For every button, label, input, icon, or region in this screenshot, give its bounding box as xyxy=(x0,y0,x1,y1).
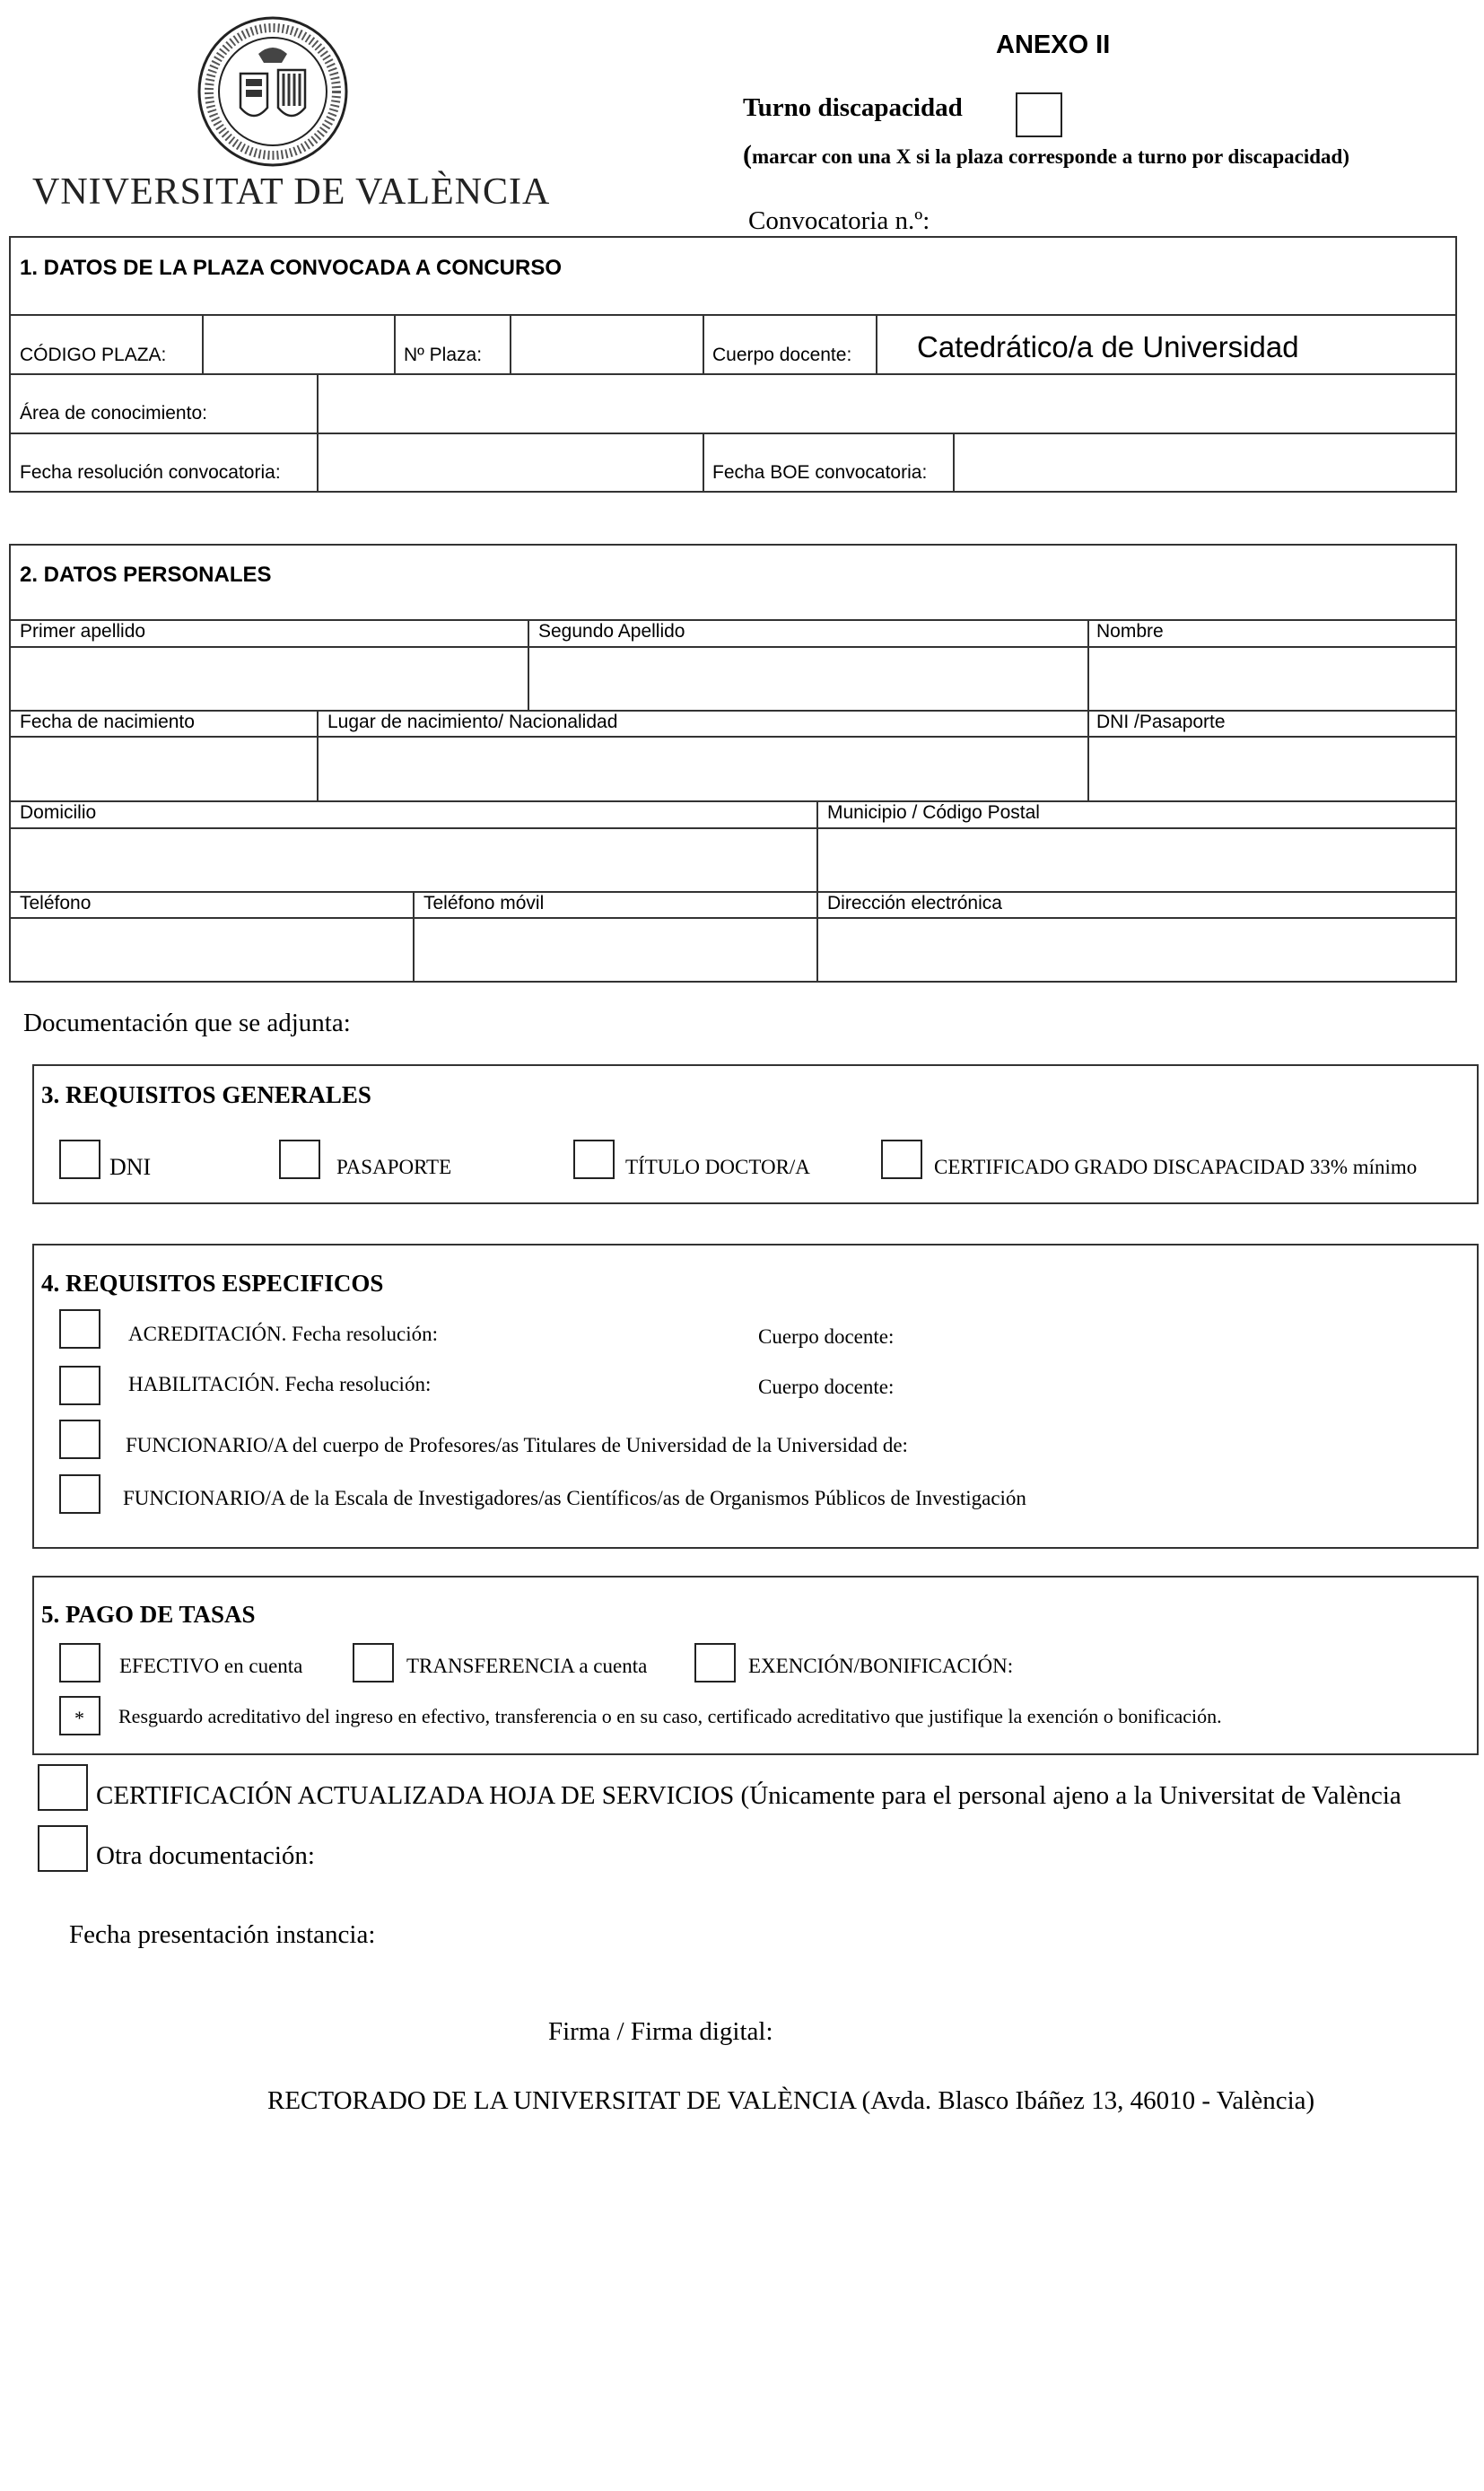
university-wordmark: VNIVERSITAT DE VALÈNCIA xyxy=(32,171,551,213)
telefono-field[interactable] xyxy=(11,919,411,981)
exencion-checkbox[interactable] xyxy=(694,1643,736,1683)
annex-title: ANEXO II xyxy=(996,31,1111,59)
resguardo-label: Resguardo acreditativo del ingreso en efectivo, transferencia o en su caso, certificado acreditativo que justifique la exención o bonificación. xyxy=(118,1705,1222,1727)
domicilio-field[interactable] xyxy=(11,829,815,889)
funcionario-titulares-label: FUNCIONARIO/A del cuerpo de Profesores/as Titulares de Universidad de la Universidad de: xyxy=(126,1434,908,1456)
rectorado-address: RECTORADO DE LA UNIVERSITAT DE VALÈNCIA (Avda. Blasco Ibáñez 13, 46010 - València) xyxy=(267,2086,1315,2115)
turno-discapacidad-note xyxy=(743,140,1349,170)
certificacion-checkbox[interactable] xyxy=(38,1764,88,1811)
habilitacion-checkbox[interactable] xyxy=(59,1366,100,1405)
fecha-boe-label: Fecha BOE convocatoria: xyxy=(712,462,928,483)
documentacion-label: Documentación que se adjunta: xyxy=(23,1009,351,1037)
fecha-nacimiento-label: Fecha de nacimiento xyxy=(20,712,195,732)
segundo-apellido-label: Segundo Apellido xyxy=(538,621,685,642)
resguardo-checkbox xyxy=(59,1696,100,1735)
municipio-label: Municipio / Código Postal xyxy=(827,802,1040,823)
telefono-movil-label: Teléfono móvil xyxy=(423,893,545,913)
nombre-label: Nombre xyxy=(1096,621,1164,642)
divider xyxy=(394,314,396,373)
dni-checkbox[interactable] xyxy=(59,1140,100,1179)
dni-pasaporte-label: DNI /Pasaporte xyxy=(1096,712,1226,732)
fecha-presentacion-label: Fecha presentación instancia: xyxy=(69,1920,376,1949)
n-plaza-label: Nº Plaza: xyxy=(404,345,483,365)
transferencia-checkbox[interactable] xyxy=(353,1643,394,1683)
segundo-apellido-field[interactable] xyxy=(529,648,1086,708)
titulo-doctor-label: TÍTULO DOCTOR/A xyxy=(625,1156,810,1178)
turno-discapacidad-label: Turno discapacidad xyxy=(743,93,963,122)
divider xyxy=(9,891,1457,893)
email-field[interactable] xyxy=(818,919,1455,981)
otra-documentacion-label: Otra documentación: xyxy=(96,1841,315,1870)
nombre-field[interactable] xyxy=(1089,648,1455,708)
divider xyxy=(9,800,1457,802)
paren: ( xyxy=(743,140,752,170)
section1-title: 1. DATOS DE LA PLAZA CONVOCADA A CONCURSO xyxy=(20,256,563,280)
fecha-resolucion-field[interactable] xyxy=(319,434,701,491)
acreditacion-cuerpo-label: Cuerpo docente: xyxy=(758,1325,895,1348)
cuerpo-docente-label: Cuerpo docente: xyxy=(712,345,852,365)
divider xyxy=(703,433,704,493)
exencion-label: EXENCIÓN/BONIFICACIÓN: xyxy=(748,1655,1014,1677)
n-plaza-field[interactable] xyxy=(511,316,701,371)
otra-documentacion-checkbox[interactable] xyxy=(38,1825,88,1872)
firma-label: Firma / Firma digital: xyxy=(548,2017,773,2046)
turno-discapacidad-checkbox[interactable] xyxy=(1016,92,1062,137)
efectivo-checkbox[interactable] xyxy=(59,1643,100,1683)
dni-pasaporte-field[interactable] xyxy=(1089,738,1455,799)
section3-title: 3. REQUISITOS GENERALES xyxy=(41,1081,371,1108)
transferencia-label: TRANSFERENCIA a cuenta xyxy=(406,1655,648,1677)
telefono-movil-field[interactable] xyxy=(415,919,815,981)
lugar-nacimiento-label: Lugar de nacimiento/ Nacionalidad xyxy=(327,712,618,732)
fecha-resolucion-label: Fecha resolución convocatoria: xyxy=(20,462,281,483)
section4-title: 4. REQUISITOS ESPECIFICOS xyxy=(41,1270,384,1297)
certificacion-label: CERTIFICACIÓN ACTUALIZADA HOJA DE SERVICIOS (Únicamente para el personal ajeno a la Universitat de València xyxy=(96,1781,1401,1810)
primer-apellido-field[interactable] xyxy=(11,648,526,708)
pasaporte-label: PASAPORTE xyxy=(336,1156,452,1178)
funcionario-escala-label: FUNCIONARIO/A de la Escala de Investigadores/as Científicos/as de Organismos Públicos de Investigación xyxy=(123,1487,1026,1509)
divider xyxy=(876,314,877,373)
telefono-label: Teléfono xyxy=(20,893,92,913)
acreditacion-label: ACREDITACIÓN. Fecha resolución: xyxy=(128,1323,439,1345)
section2-title: 2. DATOS PERSONALES xyxy=(20,563,272,587)
pasaporte-checkbox[interactable] xyxy=(279,1140,320,1179)
domicilio-label: Domicilio xyxy=(20,802,97,823)
funcionario-titulares-checkbox[interactable] xyxy=(59,1420,100,1459)
convocatoria-label: Convocatoria n.º: xyxy=(748,206,930,235)
municipio-field[interactable] xyxy=(818,829,1455,889)
efectivo-label: EFECTIVO en cuenta xyxy=(119,1655,303,1677)
area-conocimiento-label: Área de conocimiento: xyxy=(20,403,207,424)
habilitacion-label: HABILITACIÓN. Fecha resolución: xyxy=(128,1373,432,1395)
codigo-plaza-label: CÓDIGO PLAZA: xyxy=(20,345,167,365)
fecha-nacimiento-field[interactable] xyxy=(11,738,315,799)
acreditacion-checkbox[interactable] xyxy=(59,1309,100,1349)
primer-apellido-label: Primer apellido xyxy=(20,621,146,642)
certificado-discapacidad-label: CERTIFICADO GRADO DISCAPACIDAD 33% mínimo xyxy=(934,1156,1418,1178)
asterisk-mark: * xyxy=(74,1707,84,1729)
titulo-doctor-checkbox[interactable] xyxy=(573,1140,615,1179)
funcionario-escala-checkbox[interactable] xyxy=(59,1474,100,1514)
divider xyxy=(9,619,1457,621)
dni-label: DNI xyxy=(109,1154,152,1180)
email-label: Dirección electrónica xyxy=(827,893,1002,913)
divider xyxy=(703,314,704,373)
section5-title: 5. PAGO DE TASAS xyxy=(41,1601,256,1628)
university-seal-icon xyxy=(196,14,350,169)
certificado-discapacidad-checkbox[interactable] xyxy=(881,1140,922,1179)
area-conocimiento-field[interactable] xyxy=(319,375,1455,431)
note-text: marcar con una X si la plaza corresponde a turno por discapacidad) xyxy=(752,145,1349,168)
habilitacion-cuerpo-label: Cuerpo docente: xyxy=(758,1376,895,1398)
cuerpo-docente-value[interactable]: Catedrático/a de Universidad xyxy=(917,330,1299,363)
codigo-plaza-field[interactable] xyxy=(204,316,392,371)
fecha-boe-field[interactable] xyxy=(955,434,1455,491)
lugar-nacimiento-field[interactable] xyxy=(319,738,1086,799)
divider xyxy=(9,710,1457,712)
